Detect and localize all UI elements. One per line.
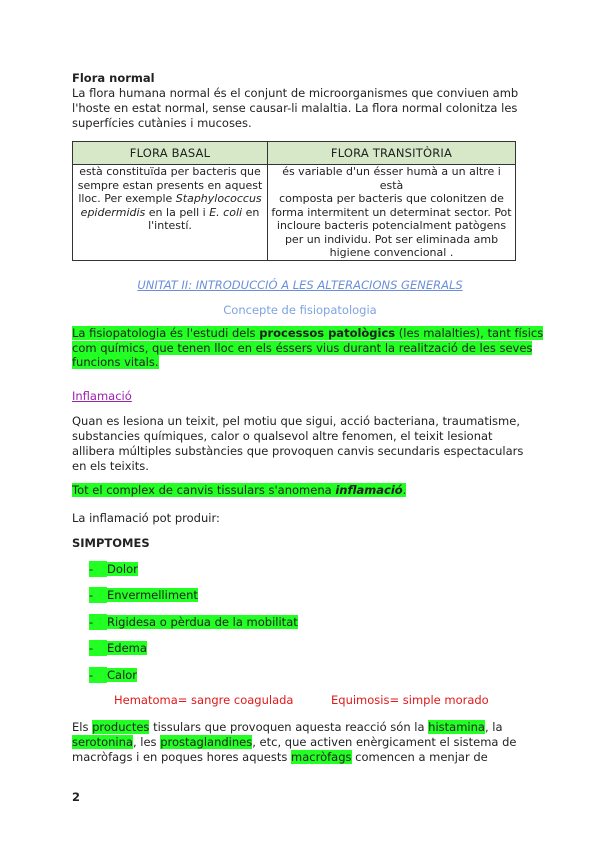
cell-line: és variable d'un ésser humà a un altre i està <box>282 165 501 192</box>
unitat-title-link[interactable]: UNITAT II: INTRODUCCIÓ A LES ALTERACIONS GENERALS <box>137 278 463 292</box>
section-title-flora-normal: Flora normal <box>72 71 155 85</box>
cell-line <box>74 206 266 220</box>
flora-paragraph-line: l'hoste en estat normal, sense causar-li malaltia. La flora normal colonitza les <box>72 101 518 115</box>
flora-paragraph-line: La flora humana normal és el conjunt de microorganismes que conviuen amb <box>72 86 519 100</box>
list-item <box>89 587 198 603</box>
inflamacio-paragraph-line: allibera múltiples substàncies que provoquen canvis secundaris espectaculars <box>72 444 524 458</box>
text: , les <box>132 735 161 749</box>
cell-line: sempre estan presents en aquest <box>77 178 263 192</box>
fisio-line <box>72 355 159 370</box>
page-number: 2 <box>72 790 81 804</box>
table-header-flora-basal: FLORA BASAL <box>73 142 268 165</box>
list-item-label: Envermelliment <box>107 588 198 602</box>
text: macròfags i en poques hores aquests <box>72 750 292 764</box>
list-item <box>89 614 298 630</box>
highlight-text: La fisiopatologia és l'estudi dels <box>72 326 260 340</box>
highlight-text: histamina <box>428 720 485 734</box>
text: Els <box>72 720 93 734</box>
list-item <box>89 667 137 683</box>
hematoma-note: Hematoma= sangre coagulada <box>114 693 294 707</box>
text: comencen a menjar de <box>351 750 488 764</box>
cell-text: en <box>242 205 260 219</box>
concepte-subtitle: Concepte de fisiopatologia <box>223 303 377 317</box>
highlight-bold-italic-text: inflamació <box>335 483 403 497</box>
cell-line: incloure bacteris potencialment patògens <box>276 219 507 232</box>
table-row <box>73 165 516 261</box>
highlight-text: serotonina <box>72 735 133 749</box>
table-header-row <box>73 142 516 165</box>
highlight-text: (les malalties), tant físics <box>395 326 544 340</box>
simptomes-heading: SIMPTOMES <box>72 536 150 550</box>
list-item-label: Calor <box>107 668 138 682</box>
highlight-text: funcions vitals. <box>72 355 159 369</box>
table-cell-basal <box>73 165 268 261</box>
list-item <box>89 640 147 656</box>
inflamacio-paragraph-line: en els teixits. <box>72 459 149 473</box>
flora-paragraph-line: superfícies cutànies i mucoses. <box>72 116 252 130</box>
table-header-flora-transitoria: FLORA TRANSITÒRIA <box>268 142 516 165</box>
cell-line: forma intermitent un determinat sector. Pot <box>271 205 512 219</box>
dash-marker: - <box>89 614 107 630</box>
highlight-bold-text: processos patològics <box>259 326 396 340</box>
text: , la <box>484 720 503 734</box>
list-item <box>89 561 138 577</box>
final-paragraph-line <box>72 720 503 735</box>
inflamacio-heading-link[interactable]: Inflamació <box>72 389 132 403</box>
cell-species-text: epidermidis <box>80 205 146 219</box>
final-paragraph-line <box>72 735 517 750</box>
cell-line <box>74 192 266 206</box>
highlight-text: productes <box>92 720 150 734</box>
inflamacio-paragraph-line: Quan es lesiona un teixit, pel motiu que sigui, acció bacteriana, traumatisme, <box>72 414 520 428</box>
dash-marker: - <box>89 587 107 603</box>
cell-line: l'intestí. <box>148 219 192 232</box>
highlight-text: com químics, que tenen lloc en els éssers vius durant la realització de les seves <box>72 341 533 355</box>
highlight-text: . <box>402 483 407 497</box>
fisio-line <box>72 341 532 356</box>
table-cell-transitoria <box>268 165 516 261</box>
final-paragraph-line <box>72 750 488 765</box>
inflamacio-paragraph-line: substancies químiques, calor o qualsevol altre fenomen, el teixit lesionat <box>72 429 493 443</box>
pot-produir-text: La inflamació pot produir: <box>72 511 220 525</box>
cell-species-text: E. coli <box>209 205 243 219</box>
dash-marker: - <box>89 561 107 577</box>
cell-line: per un individu. Pot ser eliminada amb <box>284 232 499 246</box>
cell-text: lloc. Per exemple <box>78 192 176 205</box>
cell-species-text: Staphylococcus <box>175 192 262 205</box>
cell-line: composta per bacteris que colonitzen de <box>279 192 504 205</box>
highlight-text: prostaglandines <box>160 735 253 749</box>
cell-line: higiene convencional . <box>329 246 454 259</box>
list-item-label: Rigidesa o pèrdua de la mobilitat <box>107 615 298 629</box>
dash-marker: - <box>89 667 107 683</box>
list-item-label: Dolor <box>107 562 138 576</box>
text: , etc, que activen enèrgicament el sistema de <box>252 735 517 749</box>
highlight-text: Tot el complex de canvis tissulars s'anomena <box>72 483 336 497</box>
dash-marker: - <box>89 640 107 656</box>
highlight-text: macròfags <box>291 750 352 764</box>
cell-text: en la pell i <box>145 205 210 219</box>
list-item-label: Edema <box>107 641 147 655</box>
complex-line <box>72 483 406 498</box>
cell-line: està constituïda per bacteris que <box>79 165 261 178</box>
equimosis-note: Equimosis= simple morado <box>331 693 489 707</box>
flora-table <box>72 141 516 261</box>
text: tissulars que provoquen aquesta reacció són la <box>149 720 429 734</box>
fisio-line <box>72 326 543 341</box>
